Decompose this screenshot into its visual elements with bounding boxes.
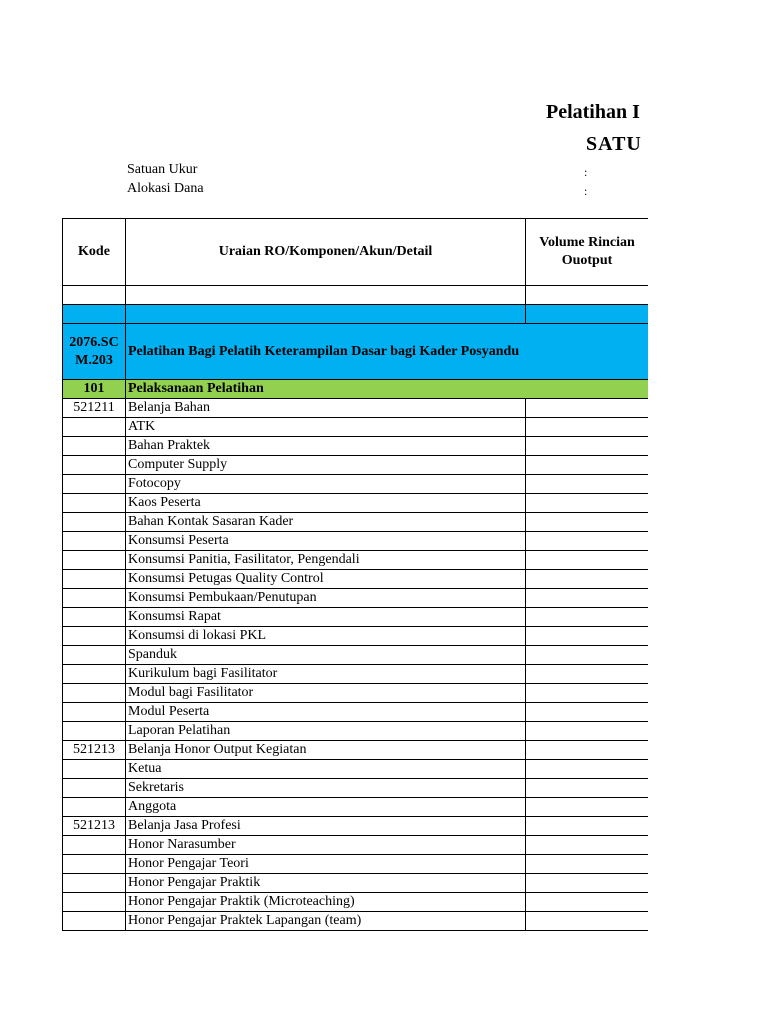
column-header-uraian: Uraian RO/Komponen/Akun/Detail [126, 219, 526, 286]
section-row [63, 324, 649, 380]
table-row [63, 874, 649, 893]
row-volume[interactable] [526, 475, 649, 494]
document-subtitle: SATU [586, 133, 642, 155]
row-kode[interactable] [63, 513, 126, 532]
row-kode[interactable] [63, 646, 126, 665]
row-uraian[interactable]: Honor Pengajar Praktik (Microteaching) [126, 893, 526, 912]
row-uraian[interactable]: Sekretaris [126, 779, 526, 798]
table-row [63, 437, 649, 456]
row-kode[interactable] [63, 893, 126, 912]
row-kode[interactable] [63, 570, 126, 589]
row-uraian[interactable]: Belanja Bahan [126, 399, 526, 418]
row-kode[interactable] [63, 494, 126, 513]
row-volume[interactable] [526, 494, 649, 513]
row-kode[interactable] [63, 874, 126, 893]
row-uraian[interactable]: Computer Supply [126, 456, 526, 475]
row-volume[interactable] [526, 855, 649, 874]
row-kode[interactable] [63, 589, 126, 608]
table-row [63, 912, 649, 931]
table-row [63, 836, 649, 855]
table-row [63, 798, 649, 817]
table-row [63, 627, 649, 646]
row-volume[interactable] [526, 608, 649, 627]
row-volume[interactable] [526, 874, 649, 893]
table-row [63, 494, 649, 513]
row-uraian[interactable]: Konsumsi Rapat [126, 608, 526, 627]
section-kode[interactable]: 2076.SC M.203 [63, 324, 126, 380]
row-kode[interactable] [63, 722, 126, 741]
row-volume[interactable] [526, 722, 649, 741]
row-uraian[interactable]: Ketua [126, 760, 526, 779]
row-uraian[interactable]: Bahan Kontak Sasaran Kader [126, 513, 526, 532]
table-row [63, 703, 649, 722]
row-kode[interactable] [63, 684, 126, 703]
row-kode[interactable] [63, 836, 126, 855]
component-row [63, 380, 649, 399]
row-volume[interactable] [526, 456, 649, 475]
row-uraian[interactable]: ATK [126, 418, 526, 437]
row-kode[interactable] [63, 855, 126, 874]
row-uraian[interactable]: Konsumsi Peserta [126, 532, 526, 551]
table-row [63, 475, 649, 494]
section-uraian[interactable]: Pelatihan Bagi Pelatih Keterampilan Dasar bagi Kader Posyandu [126, 324, 649, 380]
row-volume[interactable] [526, 418, 649, 437]
row-uraian[interactable]: Belanja Honor Output Kegiatan [126, 741, 526, 760]
row-kode[interactable] [63, 665, 126, 684]
meta-value-alokasi-dana: : [584, 184, 588, 198]
meta-value-satuan-ukur: : [584, 165, 588, 179]
row-uraian[interactable]: Honor Pengajar Praktik [126, 874, 526, 893]
meta-label-alokasi-dana: Alokasi Dana [127, 181, 204, 196]
row-uraian[interactable]: Belanja Jasa Profesi [126, 817, 526, 836]
table-row [63, 855, 649, 874]
table-cell[interactable] [126, 305, 526, 324]
row-uraian[interactable]: Honor Pengajar Teori [126, 855, 526, 874]
row-volume[interactable] [526, 646, 649, 665]
row-uraian[interactable]: Konsumsi di lokasi PKL [126, 627, 526, 646]
document-title: Pelatihan I [546, 101, 640, 123]
row-volume[interactable] [526, 912, 649, 931]
section-spacer-row [63, 305, 649, 324]
table-header-row [63, 219, 649, 286]
row-volume[interactable] [526, 779, 649, 798]
component-kode[interactable]: 101 [63, 380, 126, 399]
row-volume[interactable] [526, 741, 649, 760]
component-uraian[interactable]: Pelaksanaan Pelatihan [126, 380, 649, 399]
row-volume[interactable] [526, 589, 649, 608]
row-uraian[interactable]: Fotocopy [126, 475, 526, 494]
meta-label-satuan-ukur: Satuan Ukur [127, 162, 198, 177]
row-volume[interactable] [526, 513, 649, 532]
table-row [63, 684, 649, 703]
table-row [63, 513, 649, 532]
table-row [63, 893, 649, 912]
row-volume[interactable] [526, 684, 649, 703]
row-uraian[interactable]: Bahan Praktek [126, 437, 526, 456]
row-kode[interactable] [63, 608, 126, 627]
row-volume[interactable] [526, 817, 649, 836]
column-header-kode: Kode [63, 219, 126, 286]
row-kode[interactable] [63, 475, 126, 494]
row-volume[interactable] [526, 437, 649, 456]
row-volume[interactable] [526, 893, 649, 912]
row-uraian[interactable]: Spanduk [126, 646, 526, 665]
row-volume[interactable] [526, 798, 649, 817]
table-cell[interactable] [526, 305, 649, 324]
table-row [63, 399, 649, 418]
row-kode[interactable] [63, 418, 126, 437]
row-kode[interactable] [63, 551, 126, 570]
row-uraian[interactable]: Kaos Peserta [126, 494, 526, 513]
row-uraian[interactable]: Anggota [126, 798, 526, 817]
row-uraian[interactable]: Honor Narasumber [126, 836, 526, 855]
table-row [63, 817, 649, 836]
row-kode[interactable] [63, 532, 126, 551]
row-volume[interactable] [526, 836, 649, 855]
table-row [63, 418, 649, 437]
row-volume[interactable] [526, 627, 649, 646]
row-volume[interactable] [526, 760, 649, 779]
table-row [63, 608, 649, 627]
row-kode[interactable] [63, 798, 126, 817]
table-cell[interactable] [526, 286, 649, 305]
row-volume[interactable] [526, 703, 649, 722]
table-cell[interactable] [63, 286, 126, 305]
row-kode[interactable] [63, 912, 126, 931]
table-row [63, 665, 649, 684]
table-row [63, 779, 649, 798]
row-volume[interactable] [526, 532, 649, 551]
row-kode[interactable] [63, 456, 126, 475]
table-row [63, 646, 649, 665]
row-uraian[interactable]: Konsumsi Pembukaan/Penutupan [126, 589, 526, 608]
row-uraian[interactable]: Kurikulum bagi Fasilitator [126, 665, 526, 684]
row-uraian[interactable]: Konsumsi Petugas Quality Control [126, 570, 526, 589]
row-kode[interactable] [63, 779, 126, 798]
row-kode[interactable] [63, 760, 126, 779]
row-uraian[interactable]: Honor Pengajar Praktek Lapangan (team) [126, 912, 526, 931]
blank-row [63, 286, 649, 305]
row-uraian[interactable]: Konsumsi Panitia, Fasilitator, Pengendali [126, 551, 526, 570]
table-row [63, 570, 649, 589]
row-kode[interactable]: 521213 [63, 741, 126, 760]
table-cell[interactable] [63, 305, 126, 324]
row-kode[interactable]: 521213 [63, 817, 126, 836]
budget-table [62, 218, 648, 931]
table-cell[interactable] [126, 286, 526, 305]
table-row [63, 589, 649, 608]
table-row [63, 760, 649, 779]
row-volume[interactable] [526, 665, 649, 684]
column-header-volume: Volume Rincian Ouotput [526, 219, 649, 286]
table-row [63, 741, 649, 760]
row-uraian[interactable]: Modul Peserta [126, 703, 526, 722]
row-volume[interactable] [526, 570, 649, 589]
row-uraian[interactable]: Modul bagi Fasilitator [126, 684, 526, 703]
row-uraian[interactable]: Laporan Pelatihan [126, 722, 526, 741]
row-volume[interactable] [526, 551, 649, 570]
row-volume[interactable] [526, 399, 649, 418]
row-kode[interactable] [63, 703, 126, 722]
row-kode[interactable]: 521211 [63, 399, 126, 418]
table-row [63, 456, 649, 475]
row-kode[interactable] [63, 627, 126, 646]
table-row [63, 551, 649, 570]
table-row [63, 722, 649, 741]
table-row [63, 532, 649, 551]
row-kode[interactable] [63, 437, 126, 456]
